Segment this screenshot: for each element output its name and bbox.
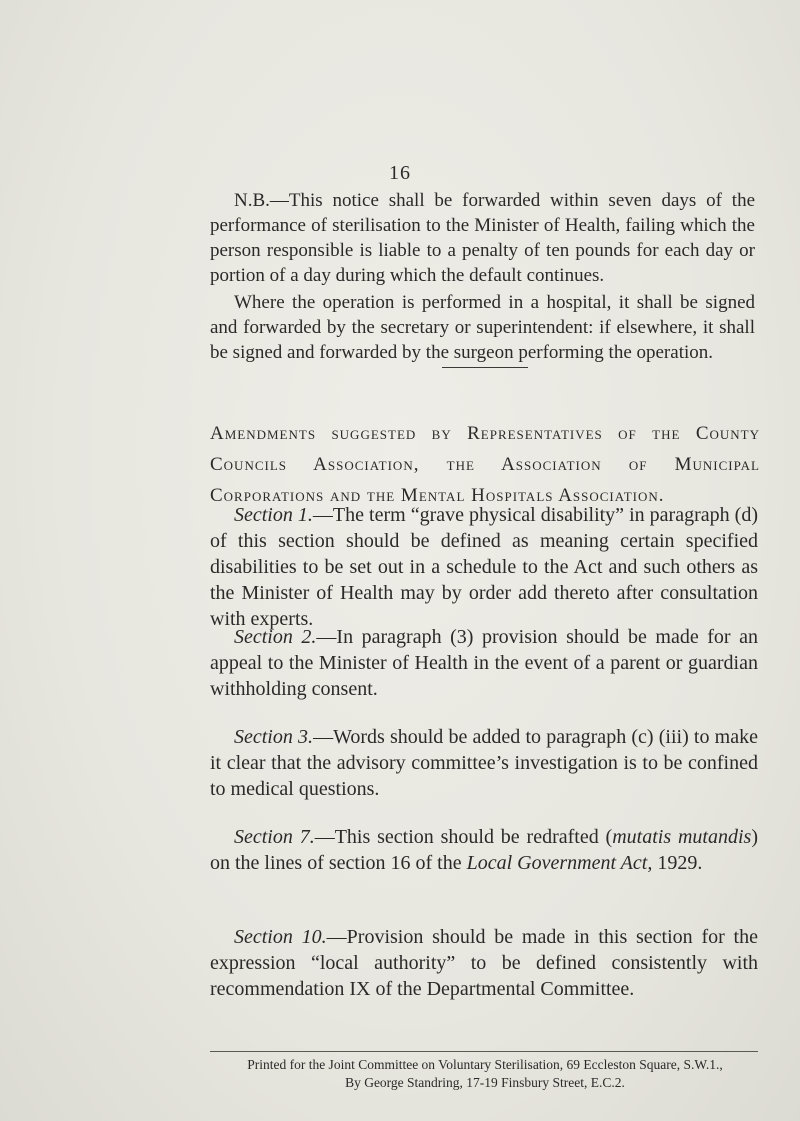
section-ref: Section 7. bbox=[234, 826, 315, 848]
section-text: —Words should be added to paragraph (c) (iii) to make it clear that the advisory committee’s investigation is to be confined to medical questions. bbox=[210, 726, 758, 800]
section-text-before: —This section should be redrafted ( bbox=[314, 826, 613, 848]
notice-paragraph: N.B.—This notice shall be forwarded within seven days of the performance of sterilisation to the Minister of Health, failing which the person responsible is liable to a penalty of ten pounds for each day or portion of a day during which the default continues. bbox=[210, 190, 755, 286]
section-ref: Section 3. bbox=[234, 726, 314, 748]
section-ref: Section 1. bbox=[234, 504, 313, 526]
section-divider bbox=[442, 367, 528, 368]
imprint-line-2: By George Standring, 17-19 Finsbury Street, E.C.2. bbox=[345, 1075, 625, 1090]
latin-phrase: mutatis mutandis bbox=[612, 826, 752, 848]
notice-paragraph-block bbox=[210, 188, 755, 288]
amendment-section-10 bbox=[210, 924, 758, 1002]
amendment-section-3 bbox=[210, 724, 758, 802]
amendment-section-7 bbox=[210, 824, 758, 876]
amendment-section-2 bbox=[210, 624, 758, 702]
section-text: —The term “grave physical disability” in paragraph (d) of this section should be defined as meaning certain specified disabilities to be set out in a schedule to the Act and such others as the Minister of Health may by order add thereto after consultation with experts. bbox=[210, 504, 758, 630]
section-text-middle: ) on the lines of section 16 of the bbox=[210, 826, 758, 874]
section-ref: Section 10. bbox=[234, 926, 327, 948]
hospital-paragraph-block bbox=[210, 290, 755, 365]
section-text: —In paragraph (3) provision should be made for an appeal to the Minister of Health in the event of a parent or guardian withholding consent. bbox=[210, 626, 758, 700]
imprint-line-1: Printed for the Joint Committee on Voluntary Sterilisation, 69 Eccleston Square, S.W.1., bbox=[247, 1057, 723, 1072]
printer-imprint bbox=[205, 1056, 765, 1092]
hospital-paragraph: Where the operation is performed in a hospital, it shall be signed and forwarded by the secretary or superintendent: if elsewhere, it shall be signed and forwarded by the surgeon performing the operation. bbox=[210, 292, 755, 363]
amendments-heading: Amendments suggested by Representatives of the County Councils Association, the Association of Municipal Corporations and the Mental Hospitals Association. bbox=[210, 423, 760, 506]
section-text-after: 1929. bbox=[652, 852, 703, 874]
act-title: Local Government Act, bbox=[466, 852, 653, 874]
section-ref: Section 2. bbox=[234, 626, 317, 648]
section-text: —Provision should be made in this section for the expression “local authority” to be defined consistently with recommendation IX of the Departmental Committee. bbox=[210, 926, 758, 1000]
amendment-section-1 bbox=[210, 502, 758, 632]
page-number: 16 bbox=[389, 162, 411, 184]
footer-rule bbox=[210, 1051, 758, 1052]
